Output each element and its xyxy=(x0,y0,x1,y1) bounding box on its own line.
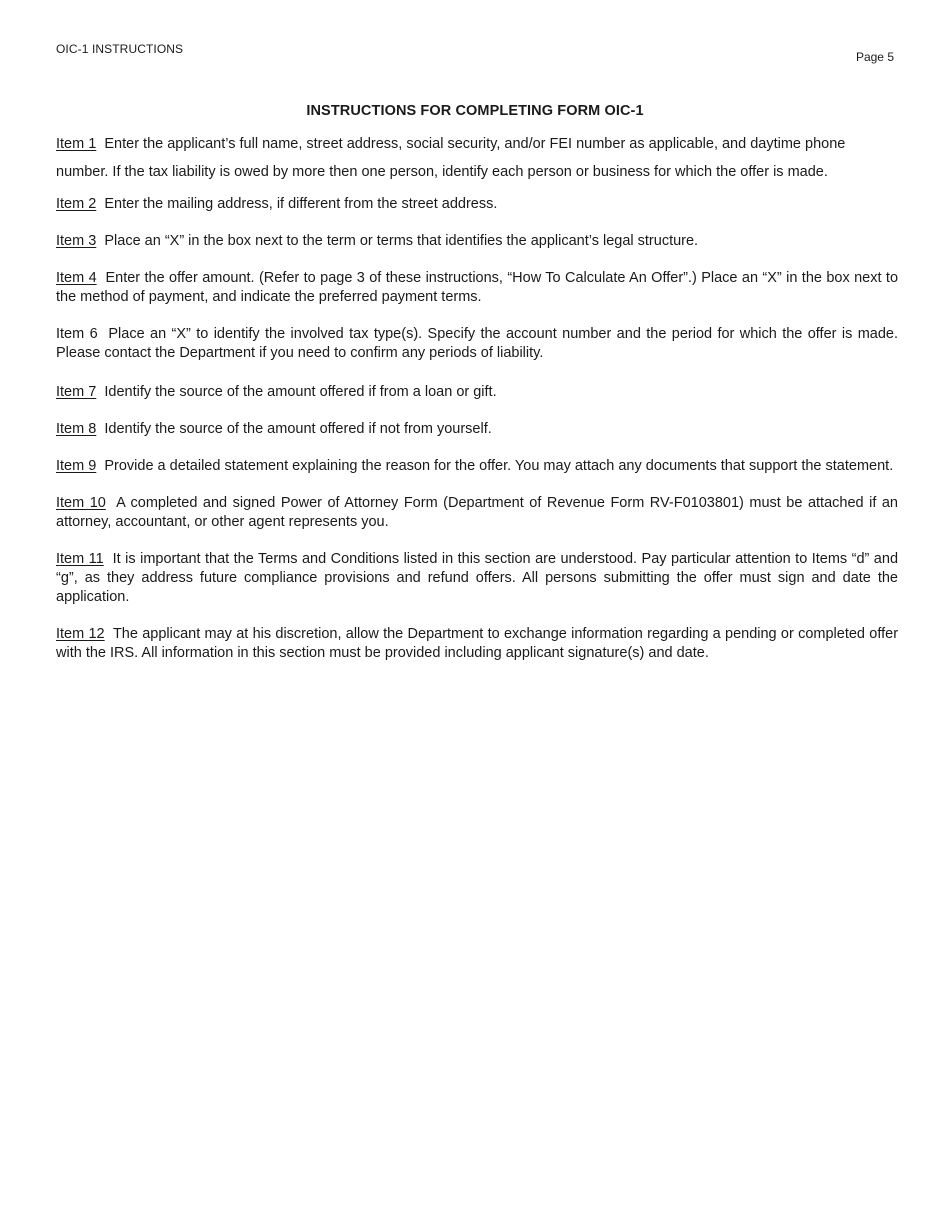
instruction-item-1 xyxy=(56,130,898,186)
item-text: Provide a detailed statement explaining the reason for the offer. You may attach any documents that support the statement. xyxy=(104,458,894,474)
item-label: Item 4 xyxy=(56,270,97,286)
item-text: A completed and signed Power of Attorney Form (Department of Revenue Form RV-F0103801) must be attached if an attorney, accountant, or other agent represents you. xyxy=(56,495,898,530)
page-number: Page 5 xyxy=(855,50,894,64)
item-label: Item 3 xyxy=(56,233,97,249)
instructions-list xyxy=(56,130,898,663)
item-text: Enter the mailing address, if different from the street address. xyxy=(104,196,498,212)
item-label: Item 1 xyxy=(56,136,97,152)
item-text: Enter the applicant’s full name, street address, social security, and/or FEI number as applicable, and daytime phone number. If the tax liability is owed by more then one person, identify each person or business for which the offer is made. xyxy=(56,136,846,180)
instruction-item-3 xyxy=(56,232,898,251)
instruction-item-11 xyxy=(56,550,898,607)
item-label: Item 12 xyxy=(56,626,105,642)
item-label: Item 9 xyxy=(56,458,97,474)
item-text: It is important that the Terms and Conditions listed in this section are understood. Pay particular attention to Items “d” and “g”, as they address future compliance provisions and refund offers. All persons submitting the offer must sign and date the application. xyxy=(56,551,899,605)
item-text: Enter the offer amount. (Refer to page 3 of these instructions, “How To Calculate An Offer”.) Place an “X” in the box next to the method of payment, and indicate the preferred payment terms. xyxy=(56,270,899,305)
page-title: INSTRUCTIONS FOR COMPLETING FORM OIC-1 xyxy=(306,103,644,119)
instruction-item-9 xyxy=(56,457,898,476)
item-text: Place an “X” in the box next to the term or terms that identifies the applicant’s legal structure. xyxy=(104,233,699,249)
instruction-item-2 xyxy=(56,195,898,214)
instruction-item-6 xyxy=(56,325,898,363)
item-label: Item 8 xyxy=(56,421,97,437)
item-label: Item 10 xyxy=(56,495,106,511)
item-text: Identify the source of the amount offered if not from yourself. xyxy=(104,421,492,437)
instruction-item-10 xyxy=(56,494,898,532)
instruction-item-4 xyxy=(56,269,898,307)
item-text: Place an “X” to identify the involved tax type(s). Specify the account number and the period for which the offer is made. Please contact the Department if you need to confirm any periods of liability. xyxy=(56,326,898,361)
form-label: OIC-1 INSTRUCTIONS xyxy=(56,42,184,56)
item-text: The applicant may at his discretion, allow the Department to exchange information regarding a pending or completed offer with the IRS. All information in this section must be provided including applicant signature(s) and date. xyxy=(56,626,899,661)
item-text: Identify the source of the amount offered if from a loan or gift. xyxy=(104,384,497,400)
item-label: Item 2 xyxy=(56,196,97,212)
instruction-item-8 xyxy=(56,420,898,439)
instruction-item-7 xyxy=(56,383,898,402)
item-label: Item 7 xyxy=(56,384,97,400)
item-label: Item 11 xyxy=(56,551,104,567)
item-label: Item 6 xyxy=(56,326,98,342)
instruction-item-12 xyxy=(56,625,898,663)
